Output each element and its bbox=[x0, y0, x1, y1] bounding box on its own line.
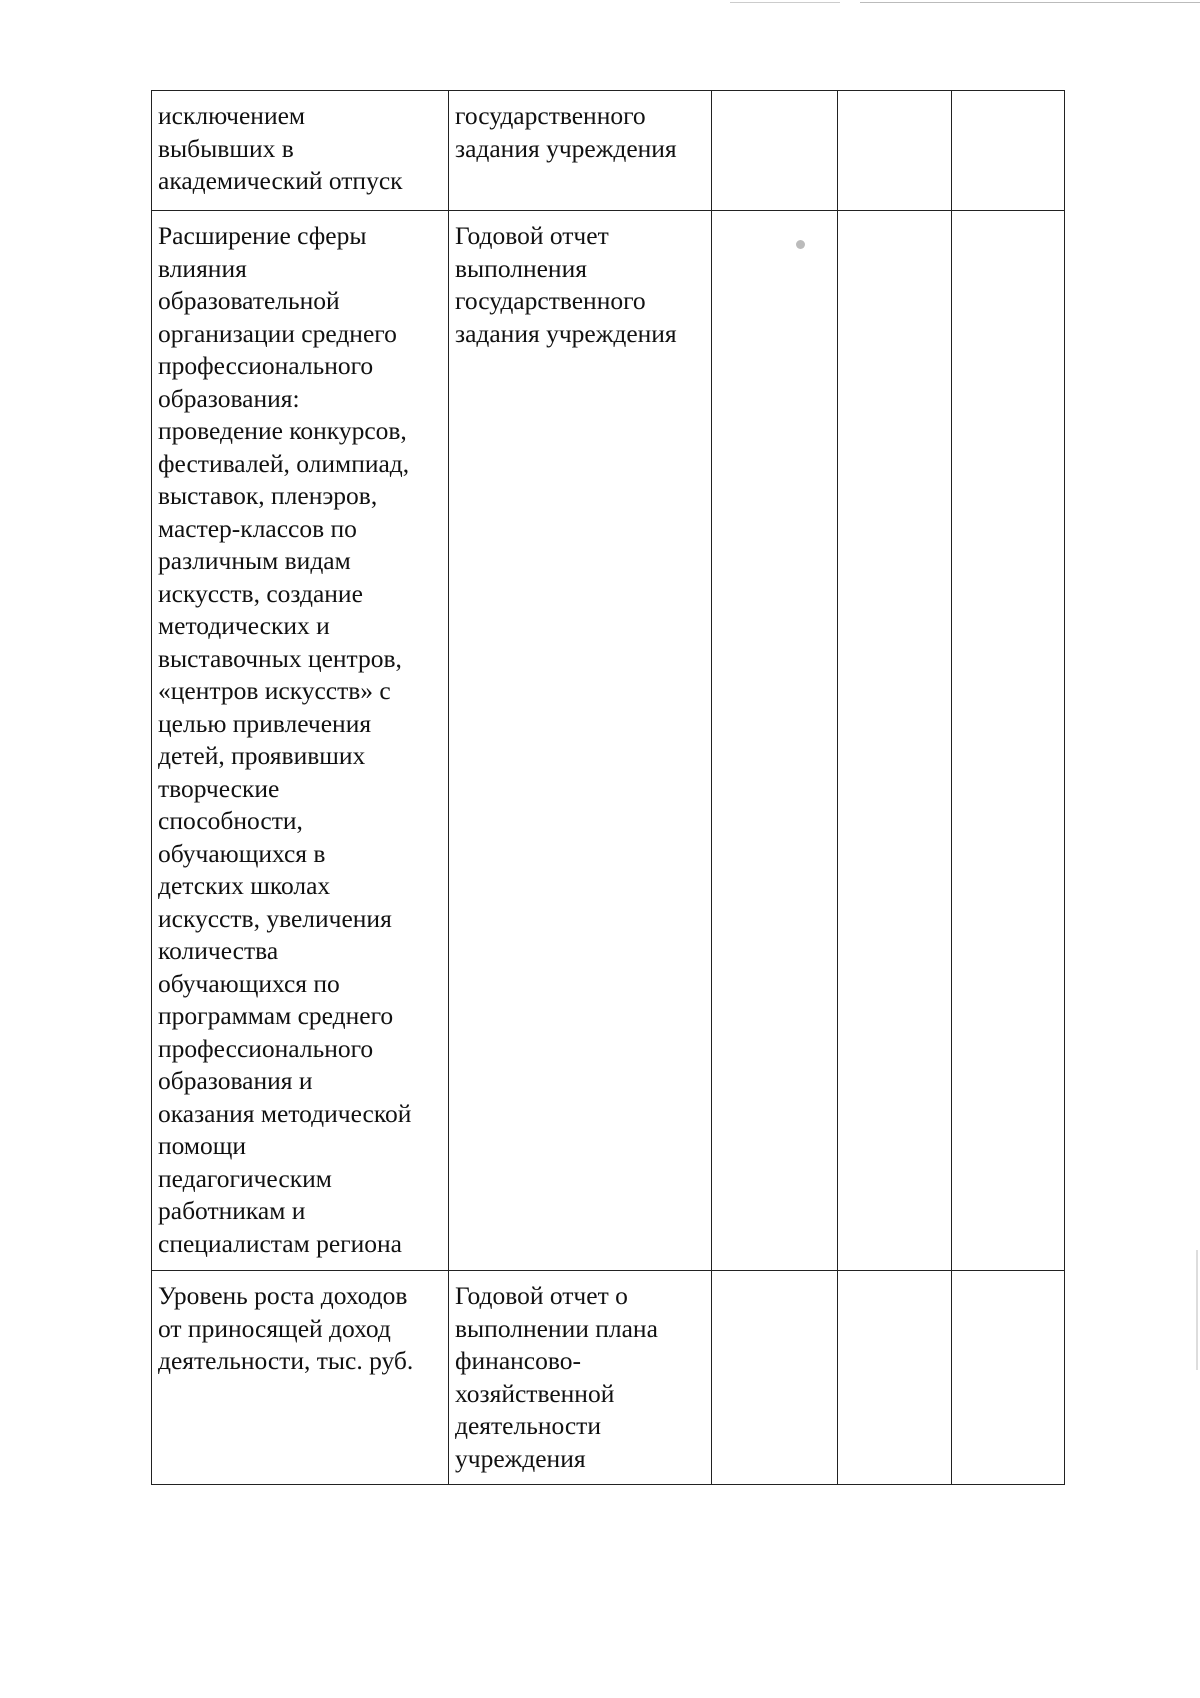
indicator-cell: Уровень роста доходов от приносящей доход деятельности, тыс. руб. bbox=[152, 1271, 449, 1485]
table-row bbox=[152, 1271, 1065, 1485]
indicator-cell: Расширение сферы влияния образовательной организации среднего профессионального образования: проведение конкурсов, фестивалей, олимпиад, выставок, пленэров, мастер-классов по различным видам искусств, создание методических и выставочных центров, «центров искусств» с целью привлечения детей, проявивших творческие способности, обучающихся в детских школах искусств, увеличения количества обучающихся по программам среднего профессионального образования и оказания методической помощи педагогическим работникам и специалистам региона bbox=[152, 211, 449, 1271]
source-cell: Годовой отчет выполнения государственного задания учреждения bbox=[449, 211, 712, 1271]
scan-artifact-line bbox=[730, 2, 840, 3]
table-row bbox=[152, 211, 1065, 1271]
source-cell: государственного задания учреждения bbox=[449, 91, 712, 211]
empty-cell bbox=[838, 211, 952, 1271]
empty-cell bbox=[712, 211, 838, 1271]
table-row bbox=[152, 91, 1065, 211]
source-cell: Годовой отчет о выполнении плана финансово- хозяйственной деятельности учреждения bbox=[449, 1271, 712, 1485]
empty-cell bbox=[838, 1271, 952, 1485]
empty-cell bbox=[952, 1271, 1065, 1485]
empty-cell bbox=[952, 211, 1065, 1271]
indicator-cell: исключением выбывших в академический отпуск bbox=[152, 91, 449, 211]
empty-cell bbox=[952, 91, 1065, 211]
scan-artifact-line bbox=[860, 2, 1200, 3]
scan-artifact-edge bbox=[1196, 1250, 1198, 1370]
empty-cell bbox=[838, 91, 952, 211]
indicators-table bbox=[151, 90, 1065, 1485]
empty-cell bbox=[712, 91, 838, 211]
empty-cell bbox=[712, 1271, 838, 1485]
